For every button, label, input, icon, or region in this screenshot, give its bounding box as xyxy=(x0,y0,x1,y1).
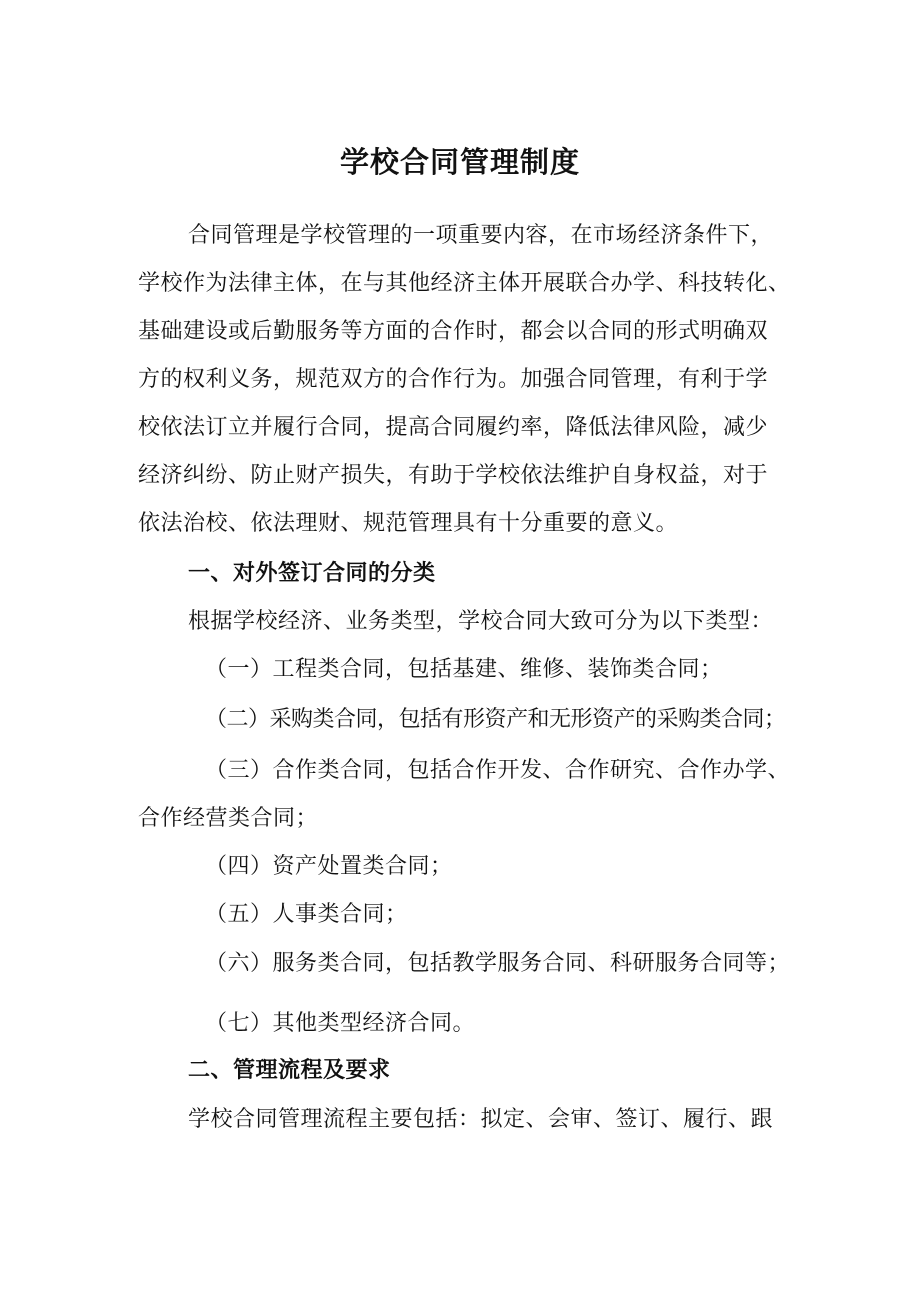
list-item: （七）其他类型经济合同。 xyxy=(205,1011,476,1036)
intro-line: 经济纠纷、防止财产损失，有助于学校依法维护自身权益，对于 xyxy=(138,463,769,488)
intro-line: 方的权利义务，规范双方的合作行为。加强合同管理，有利于学 xyxy=(138,367,769,392)
intro-line: 依法治校、依法理财、规范管理具有十分重要的意义。 xyxy=(138,511,679,536)
list-item: （四）资产处置类合同； xyxy=(205,854,453,879)
section-heading: 一、对外签订合同的分类 xyxy=(188,561,436,586)
section-lead: 学校合同管理流程主要包括：拟定、会审、签订、履行、跟 xyxy=(188,1107,774,1132)
list-item: （六）服务类合同，包括教学服务合同、科研服务合同等； xyxy=(205,951,791,976)
intro-line: 校依法订立并履行合同，提高合同履约率，降低法律风险，减少 xyxy=(138,415,769,440)
intro-line: 基础建设或后勤服务等方面的合作时，都会以合同的形式明确双 xyxy=(138,319,769,344)
intro-line: 学校作为法律主体，在与其他经济主体开展联合办学、科技转化、 xyxy=(138,271,791,296)
list-item: （三）合作类合同，包括合作开发、合作研究、合作办学、 xyxy=(205,758,791,783)
section-heading: 二、管理流程及要求 xyxy=(188,1058,391,1083)
list-item-continuation: 合作经营类合同； xyxy=(138,806,319,831)
list-item: （二）采购类合同，包括有形资产和无形资产的采购类合同； xyxy=(205,707,786,732)
document-title: 学校合同管理制度 xyxy=(339,145,580,179)
section-lead: 根据学校经济、业务类型，学校合同大致可分为以下类型： xyxy=(188,609,774,634)
list-item: （一）工程类合同，包括基建、维修、装饰类合同； xyxy=(205,657,723,682)
intro-line: 合同管理是学校管理的一项重要内容，在市场经济条件下， xyxy=(188,223,774,248)
list-item: （五）人事类合同； xyxy=(205,902,408,927)
